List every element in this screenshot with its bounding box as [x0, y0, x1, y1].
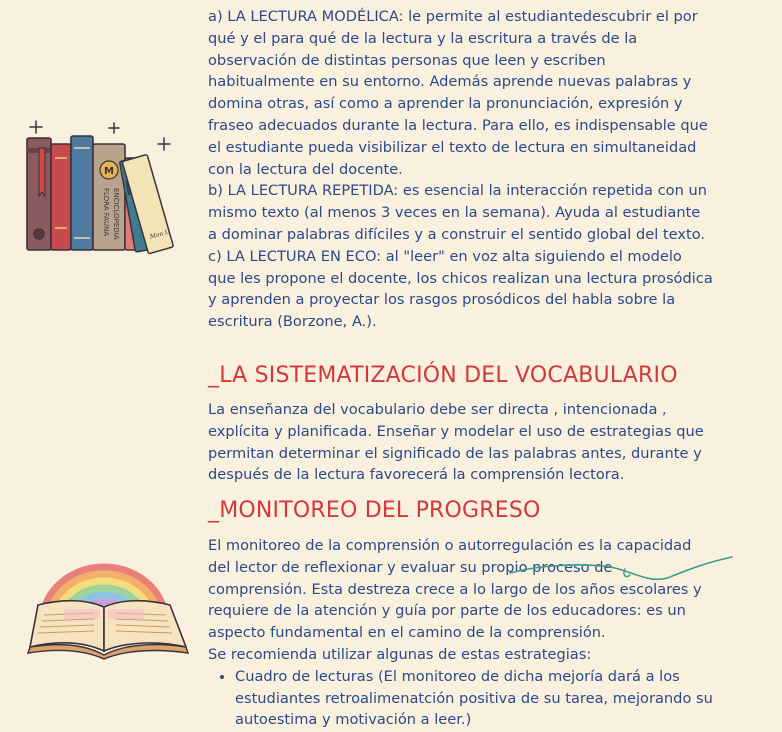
book-spine-title-1: FLORA FAUNA	[102, 188, 110, 237]
list-item: • Cuadro de lecturas (El monitoreo de dicha mejoría dará a los estudiantes retroalimenatción positiva de su tarea, mejorando su autoestima y motivación a leer.)	[235, 666, 713, 731]
vocabulary-text	[208, 399, 713, 486]
reading-strategies-text	[208, 6, 713, 333]
vocabulary-paragraph: La enseñanza del vocabulario debe ser directa , intencionada , explícita y planificada. Enseñar y modelar el uso de estrategias que permitan determinar el significado de las palabras antes, durante y después de la lectura favorecerá la comprensión lectora.	[208, 401, 704, 484]
book-signature: Man L	[149, 228, 170, 241]
strategies-intro: Se recomienda utilizar algunas de estas estrategias:	[208, 645, 592, 663]
paragraph-repetida: b) LA LECTURA REPETIDA: es esencial la interacción repetida con un mismo texto (al menos 3 veces en la semana). Ayuda al estudiante a dominar palabras difíciles y a construir el sentido global del texto.	[208, 182, 707, 243]
books-illustration	[22, 118, 177, 258]
rainbow-book-illustration	[24, 555, 194, 660]
paragraph-modelica: a) LA LECTURA MODÉLICA: le permite al estudiantedescubrir el por qué y el para qué de la lectura y la escritura a través de la observación de distintas personas que leen y escriben habitualmente en su entorno. Además aprende nuevas palabras y domina otras, así como a aprender la pronunciación, expresión y fraseo adecuados durante la lectura. Para ello, es indispensable que el estudiante pueda visibilizar el texto de lectura en simultaneidad con la lectura del docente.	[208, 8, 708, 178]
monitoring-paragraph: El monitoreo de la comprensión o autorregulación es la capacidad del lector de reflexionar y evaluar su propio proceso de comprensión. Esta destreza crece a lo largo de los años escolares y requiere de la atención y guía por parte de los educadores: es un aspecto fundamental en el camino de la comprensión.	[208, 537, 702, 642]
monitoring-heading: _MONITOREO DEL PROGRESO	[208, 498, 541, 523]
annotation-squiggle	[500, 545, 740, 595]
paragraph-eco: c) LA LECTURA EN ECO: al "leer" en voz alta siguiendo el modelo que les propone el docente, los chicos realizan una lectura prosódica y aprenden a proyectar los rasgos prosódicos del habla sobre la escritura (Borzone, A.).	[208, 247, 713, 331]
book-spine-title-2: ENCICLOPEDIA	[112, 188, 120, 240]
vocabulary-heading: _LA SISTEMATIZACIÓN DEL VOCABULARIO	[208, 363, 678, 388]
strategies-list	[208, 666, 713, 731]
book-emblem: M	[104, 166, 114, 177]
